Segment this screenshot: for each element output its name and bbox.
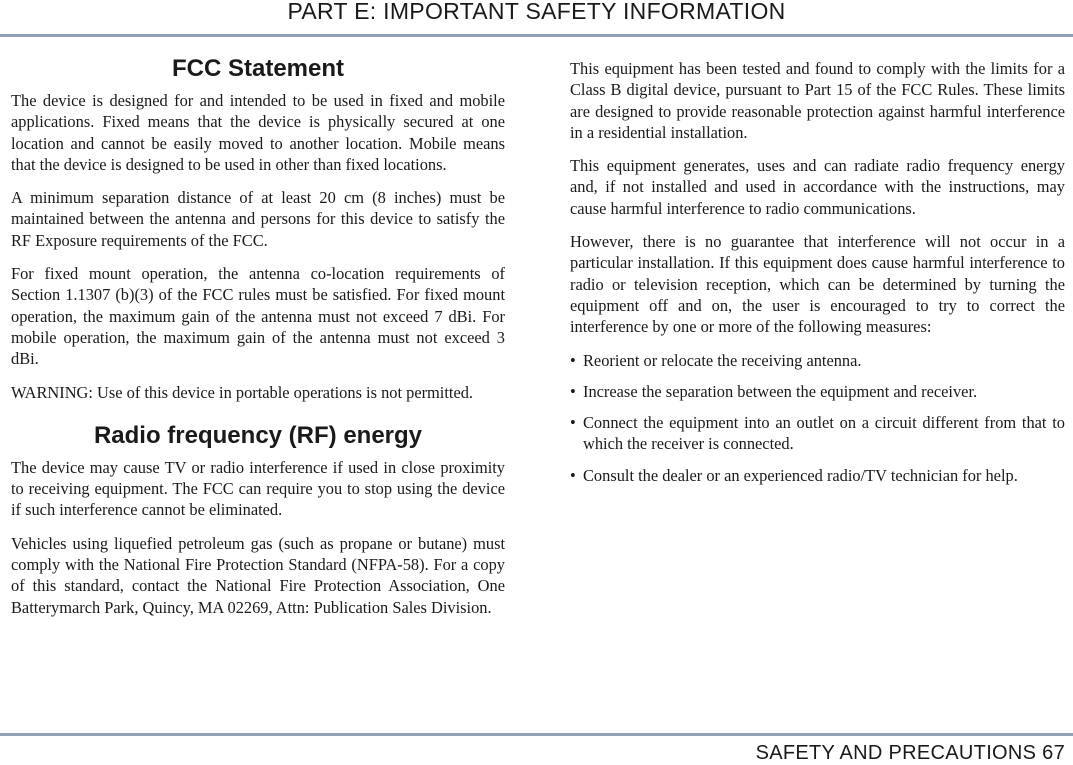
- list-item: [570, 412, 1065, 455]
- rf-paragraph-interference: The device may cause TV or radio interference if used in close proximity to receiving equipment. The FCC can require you to stop using the device if such interference cannot be eliminated.: [11, 457, 505, 520]
- radiation-paragraph: This equipment generates, uses and can radiate radio frequency energy and, if not installed and used in accordance with the instructions, may cause harmful interference to radio communications.: [570, 156, 1065, 218]
- header-divider: [0, 34, 1073, 37]
- fcc-statement-heading: FCC Statement: [171, 55, 345, 82]
- list-item-text: Increase the separation between the equipment and receiver.: [583, 381, 978, 401]
- list-item-text: Consult the dealer or an experienced radio/TV technician for help.: [583, 465, 1018, 485]
- footer-divider: [0, 733, 1073, 736]
- no-guarantee-paragraph: However, there is no guarantee that interference will not occur in a particular installation. If this equipment does cause harmful interference to radio or television reception, which can be determined by turning the equipment off and on, the user is encouraged to try to correct the interference by one or more of the following measures:: [570, 232, 1065, 337]
- list-item: [570, 465, 1065, 486]
- measures-list: [570, 350, 1065, 486]
- rf-energy-heading: Radio frequency (RF) energy: [93, 421, 423, 449]
- list-item: [570, 350, 1065, 371]
- page-header-title: PART E: IMPORTANT SAFETY INFORMATION: [287, 0, 786, 24]
- bullet-icon: •: [570, 381, 576, 401]
- bullet-icon: •: [570, 413, 576, 433]
- fcc-paragraph-antenna-gain: For fixed mount operation, the antenna co-location requirements of Section 1.1307 (b)(3) of the FCC rules must be satisfied. For fixed mount operation, the maximum gain of the antenna must not exceed 7 dBi. For mobile operation, the maximum gain of the antenna must not exceed 3 dBi.: [11, 264, 505, 369]
- list-item-text: Connect the equipment into an outlet on a circuit different from that to which the receiver is connected.: [583, 413, 1065, 454]
- list-item-text: Reorient or relocate the receiving antenna.: [583, 350, 862, 370]
- right-column: [570, 58, 1065, 496]
- bullet-icon: •: [570, 350, 576, 370]
- fcc-paragraph-warning: WARNING: Use of this device in portable operations is not permitted.: [11, 382, 474, 402]
- list-item: [570, 381, 1065, 402]
- class-b-paragraph: This equipment has been tested and found to comply with the limits for a Class B digital device, pursuant to Part 15 of the FCC Rules. These limits are designed to provide reasonable protection against harmful interference in a residential installation.: [570, 59, 1065, 142]
- bullet-icon: •: [570, 465, 576, 485]
- left-column: [11, 54, 505, 630]
- page-footer: SAFETY AND PRECAUTIONS 67: [755, 742, 1065, 764]
- rf-paragraph-lpg-vehicles: Vehicles using liquefied petroleum gas (such as propane or butane) must comply with the National Fire Protection Standard (NFPA-58). For a copy of this standard, contact the National Fire Protection Association, One Batterymarch Park, Quincy, MA 02269, Attn: Publication Sales Division.: [11, 533, 505, 617]
- fcc-paragraph-fixed-mobile: The device is designed for and intended to be used in fixed and mobile applications. Fixed means that the device is physically secured at one location and cannot be easily moved to another location. Mobile means that the device is designed to be used in other than fixed locations.: [11, 91, 505, 174]
- fcc-paragraph-separation: A minimum separation distance of at least 20 cm (8 inches) must be maintained between the antenna and persons for this device to satisfy the RF Exposure requirements of the FCC.: [11, 188, 505, 250]
